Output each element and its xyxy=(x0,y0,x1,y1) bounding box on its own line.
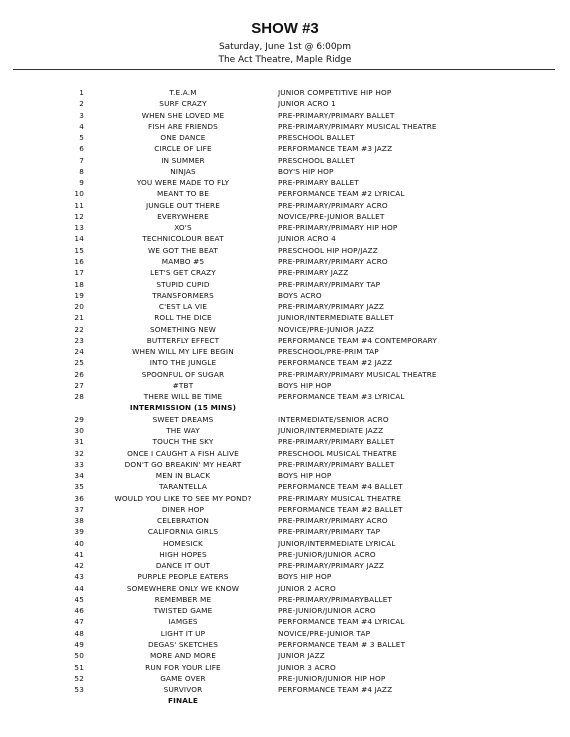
song-title: MAMBO #5 xyxy=(161,256,205,266)
program-row xyxy=(0,335,570,346)
class-name: PRE-PRIMARY/PRIMARYBALLET xyxy=(278,594,393,604)
class-name: PRE-PRIMARY/PRIMARY JAZZ xyxy=(278,302,385,312)
song-title: LET'S GET CRAZY xyxy=(150,268,216,278)
program-row xyxy=(0,200,570,211)
entry-number: 45 xyxy=(74,594,84,604)
song-title: THERE WILL BE TIME xyxy=(143,392,223,402)
song-title: WOULD YOU LIKE TO SEE MY POND? xyxy=(114,493,252,503)
song-title: GAME OVER xyxy=(160,673,206,683)
program-row xyxy=(0,594,570,605)
program-row xyxy=(0,459,570,470)
class-name: JUNIOR ACRO 1 xyxy=(278,99,336,109)
class-name: PRE-PRIMARY/PRIMARY TAP xyxy=(278,527,381,537)
class-name: PERFORMANCE TEAM #2 JAZZ xyxy=(278,358,393,368)
song-title: HIGH HOPES xyxy=(159,549,207,559)
song-title: TOUCH THE SKY xyxy=(152,437,214,447)
class-name: PRE-PRIMARY/PRIMARY MUSICAL THEATRE xyxy=(278,121,437,131)
entry-number: 22 xyxy=(74,324,84,334)
program-row xyxy=(0,245,570,256)
program-row xyxy=(0,504,570,515)
program-row xyxy=(0,493,570,504)
program-row xyxy=(0,222,570,233)
song-title: SURVIVOR xyxy=(163,685,203,695)
program-row xyxy=(0,279,570,290)
entry-number: 9 xyxy=(79,178,84,188)
entry-number: 27 xyxy=(74,380,84,390)
class-name: PRESCHOOL HIP HOP/JAZZ xyxy=(278,245,378,255)
entry-number: 36 xyxy=(74,493,84,503)
entry-number: 4 xyxy=(79,121,84,131)
entry-number: 17 xyxy=(74,268,84,278)
program-row xyxy=(0,143,570,154)
song-title: INTO THE JUNGLE xyxy=(149,358,217,368)
header-divider xyxy=(13,69,555,70)
entry-number: 2 xyxy=(79,99,84,109)
program-row xyxy=(0,583,570,594)
class-name: PERFORMANCE TEAM # 3 BALLET xyxy=(278,640,406,650)
program-row xyxy=(0,110,570,121)
song-title: DEGAS' SKETCHES xyxy=(148,640,218,650)
class-name: JUNIOR COMPETITIVE HIP HOP xyxy=(278,88,392,97)
program-row xyxy=(0,121,570,132)
program-row xyxy=(0,538,570,549)
program-row xyxy=(0,448,570,459)
program-row xyxy=(0,346,570,357)
class-name: INTERMEDIATE/SENIOR ACRO xyxy=(278,414,389,424)
class-name: PERFORMANCE TEAM #4 CONTEMPORARY xyxy=(278,335,438,345)
entry-number: 24 xyxy=(74,347,84,357)
entry-number: 21 xyxy=(74,313,84,323)
entry-number: 49 xyxy=(74,640,84,650)
program-row xyxy=(0,357,570,368)
program-row xyxy=(0,662,570,673)
entry-number: 14 xyxy=(74,234,84,244)
class-name: BOYS ACRO xyxy=(278,290,322,300)
song-title: SWEET DREAMS xyxy=(152,414,214,424)
program-row xyxy=(0,211,570,222)
entry-number: 42 xyxy=(74,561,84,571)
program-row xyxy=(0,436,570,447)
entry-number: 7 xyxy=(79,155,84,165)
program-row xyxy=(0,425,570,436)
song-title: CIRCLE OF LIFE xyxy=(154,144,212,154)
program-row xyxy=(0,166,570,177)
song-title: CALIFORNIA GIRLS xyxy=(147,527,219,537)
song-title: CELEBRATION xyxy=(156,516,210,526)
entry-number: 34 xyxy=(74,471,84,481)
song-title: WHEN WILL MY LIFE BEGIN xyxy=(132,347,234,357)
program-row xyxy=(0,391,570,402)
program-row xyxy=(0,98,570,109)
entry-number: 37 xyxy=(74,504,84,514)
entry-number: 18 xyxy=(74,279,84,289)
class-name: JUNIOR/INTERMEDIATE LYRICAL xyxy=(278,538,396,548)
class-name: PERFORMANCE TEAM #3 LYRICAL xyxy=(278,392,405,402)
entry-number: 50 xyxy=(74,651,84,661)
class-name: BOY'S HIP HOP xyxy=(278,166,334,176)
entry-number: 25 xyxy=(74,358,84,368)
entry-number: 10 xyxy=(74,189,84,199)
song-title: DANCE IT OUT xyxy=(155,561,211,571)
song-title: STUPID CUPID xyxy=(156,279,210,289)
song-title: C'EST LA VIE xyxy=(158,302,208,312)
song-title: TARANTELLA xyxy=(159,482,207,492)
entry-number: 13 xyxy=(74,223,84,233)
class-name: PRE-PRIMARY MUSICAL THEATRE xyxy=(278,493,402,503)
song-title: RUN FOR YOUR LIFE xyxy=(145,662,221,672)
entry-number: 1 xyxy=(79,88,84,97)
program-row xyxy=(0,650,570,661)
program-row xyxy=(0,369,570,380)
class-name: PRESCHOOL/PRE-PRIM TAP xyxy=(278,347,379,357)
program-row xyxy=(0,87,570,98)
class-name: PERFORMANCE TEAM #4 BALLET xyxy=(278,482,403,492)
song-title: TECHNICOLOUR BEAT xyxy=(142,234,224,244)
song-title: BUTTERFLY EFFECT xyxy=(146,335,220,345)
class-name: PRE-PRIMARY/PRIMARY BALLET xyxy=(278,110,395,120)
song-title: SOMETHING NEW xyxy=(149,324,217,334)
entry-number: 32 xyxy=(74,448,84,458)
class-name: PRE-JUNIOR/JUNIOR ACRO xyxy=(278,606,376,616)
entry-number: 52 xyxy=(74,673,84,683)
class-name: JUNIOR/INTERMEDIATE BALLET xyxy=(278,313,394,323)
program-row xyxy=(0,188,570,199)
song-title: IN SUMMER xyxy=(161,155,205,165)
program-row xyxy=(0,155,570,166)
class-name: PRESCHOOL BALLET xyxy=(278,155,355,165)
program-row xyxy=(0,526,570,537)
program-row xyxy=(0,301,570,312)
entry-number: 30 xyxy=(74,425,84,435)
program-row xyxy=(0,684,570,695)
program-row xyxy=(0,233,570,244)
song-title: LIGHT IT UP xyxy=(160,628,206,638)
class-name: PERFORMANCE TEAM #2 LYRICAL xyxy=(278,189,405,199)
class-name: PRE-PRIMARY BALLET xyxy=(278,178,359,188)
program-row xyxy=(0,312,570,323)
song-title: ONE DANCE xyxy=(160,133,206,143)
class-name: PRE-PRIMARY/PRIMARY BALLET xyxy=(278,437,395,447)
class-name: JUNIOR 2 ACRO xyxy=(278,583,336,593)
song-title: SPOONFUL OF SUGAR xyxy=(141,369,225,379)
song-title: FISH ARE FRIENDS xyxy=(148,121,218,131)
entry-number: 35 xyxy=(74,482,84,492)
show-venue: The Act Theatre, Maple Ridge xyxy=(218,55,352,65)
entry-number: 20 xyxy=(74,302,84,312)
show-title: SHOW #3 xyxy=(251,20,319,37)
song-title: DON'T GO BREAKIN' MY HEART xyxy=(124,459,242,469)
song-title: NINJAS xyxy=(170,166,196,176)
class-name: PERFORMANCE TEAM #2 BALLET xyxy=(278,504,403,514)
song-title: FINALE xyxy=(168,696,198,706)
class-name: NOVICE/PRE-JUNIOR BALLET xyxy=(278,211,385,221)
program-row xyxy=(0,470,570,481)
entry-number: 48 xyxy=(74,628,84,638)
entry-number: 23 xyxy=(74,335,84,345)
entry-number: 39 xyxy=(74,527,84,537)
class-name: PRE-PRIMARY/PRIMARY TAP xyxy=(278,279,381,289)
entry-number: 19 xyxy=(74,290,84,300)
class-name: BOYS HIP HOP xyxy=(278,572,332,582)
song-title: HOMESICK xyxy=(162,538,203,548)
program-row xyxy=(0,515,570,526)
class-name: JUNIOR 3 ACRO xyxy=(278,662,336,672)
class-name: JUNIOR/INTERMEDIATE JAZZ xyxy=(278,425,384,435)
song-title: REMEMBER ME xyxy=(154,594,212,604)
program-row xyxy=(0,549,570,560)
entry-number: 6 xyxy=(79,144,84,154)
song-title: MEANT TO BE xyxy=(157,189,209,199)
program-row xyxy=(0,481,570,492)
song-title: #TBT xyxy=(172,380,194,390)
song-title: WHEN SHE LOVED ME xyxy=(141,110,225,120)
song-title: WE GOT THE BEAT xyxy=(148,245,218,255)
class-name: PRE-PRIMARY/PRIMARY ACRO xyxy=(278,256,388,266)
entry-number: 51 xyxy=(74,662,84,672)
song-title: MEN IN BLACK xyxy=(155,471,211,481)
class-name: BOYS HIP HOP xyxy=(278,471,332,481)
song-title: MORE AND MORE xyxy=(149,651,217,661)
program-row xyxy=(0,605,570,616)
program-row xyxy=(0,673,570,684)
program-row xyxy=(0,380,570,391)
entry-number: 40 xyxy=(74,538,84,548)
song-title: TRANSFORMERS xyxy=(152,290,214,300)
entry-number: 8 xyxy=(79,166,84,176)
song-title: SOMEWHERE ONLY WE KNOW xyxy=(126,583,240,593)
song-title: EVERYWHERE xyxy=(157,211,209,221)
song-title: SURF CRAZY xyxy=(159,99,207,109)
class-name: PERFORMANCE TEAM #4 JAZZ xyxy=(278,685,393,695)
entry-number: 11 xyxy=(74,200,84,210)
entry-number: 12 xyxy=(74,211,84,221)
entry-number: 15 xyxy=(74,245,84,255)
entry-number: 43 xyxy=(74,572,84,582)
class-name: NOVICE/PRE-JUNIOR TAP xyxy=(278,628,371,638)
class-name: PRE-PRIMARY/PRIMARY BALLET xyxy=(278,459,395,469)
class-name: PRESCHOOL MUSICAL THEATRE xyxy=(278,448,397,458)
entry-number: 33 xyxy=(74,459,84,469)
class-name: PRE-PRIMARY/PRIMARY ACRO xyxy=(278,516,388,526)
song-title: T.E.A.M xyxy=(169,88,197,97)
program-row xyxy=(0,414,570,425)
song-title: TWISTED GAME xyxy=(153,606,213,616)
program-row xyxy=(0,616,570,627)
entry-number: 31 xyxy=(74,437,84,447)
program-row xyxy=(0,267,570,278)
song-title: INTERMISSION (15 MINS) xyxy=(129,403,237,413)
song-title: THE WAY xyxy=(166,425,200,435)
class-name: PRESCHOOL BALLET xyxy=(278,133,355,143)
program-row xyxy=(0,560,570,571)
song-title: ONCE I CAUGHT A FISH ALIVE xyxy=(127,448,239,458)
class-name: JUNIOR ACRO 4 xyxy=(278,234,336,244)
class-name: PRE-PRIMARY JAZZ xyxy=(278,268,349,278)
class-name: PRE-JUNIOR/JUNIOR HIP HOP xyxy=(278,673,386,683)
show-date: Saturday, June 1st @ 6:00pm xyxy=(218,42,352,52)
song-title: DINER HOP xyxy=(161,504,205,514)
entry-number: 47 xyxy=(74,617,84,627)
entry-number: 5 xyxy=(79,133,84,143)
program-row xyxy=(0,132,570,143)
entry-number: 28 xyxy=(74,392,84,402)
entry-number: 16 xyxy=(74,256,84,266)
entry-number: 3 xyxy=(79,110,84,120)
program-row xyxy=(0,628,570,639)
program-row xyxy=(0,177,570,188)
class-name: NOVICE/PRE-JUNIOR JAZZ xyxy=(278,324,375,334)
entry-number: 29 xyxy=(74,414,84,424)
program-break-row xyxy=(0,695,570,706)
entry-number: 38 xyxy=(74,516,84,526)
class-name: BOYS HIP HOP xyxy=(278,380,332,390)
program-list xyxy=(0,87,570,707)
song-title: XO'S xyxy=(174,223,192,233)
song-title: ROLL THE DICE xyxy=(154,313,212,323)
song-title: YOU WERE MADE TO FLY xyxy=(136,178,230,188)
program-break-row xyxy=(0,402,570,413)
program-row xyxy=(0,571,570,582)
entry-number: 26 xyxy=(74,369,84,379)
program-row xyxy=(0,290,570,301)
class-name: PRE-PRIMARY/PRIMARY JAZZ xyxy=(278,561,385,571)
entry-number: 53 xyxy=(74,685,84,695)
class-name: PRE-PRIMARY/PRIMARY ACRO xyxy=(278,200,388,210)
song-title: PURPLE PEOPLE EATERS xyxy=(137,572,229,582)
song-title: IAMGES xyxy=(168,617,198,627)
class-name: PRE-PRIMARY/PRIMARY HIP HOP xyxy=(278,223,398,233)
class-name: JUNIOR JAZZ xyxy=(278,651,325,661)
entry-number: 44 xyxy=(74,583,84,593)
entry-number: 41 xyxy=(74,549,84,559)
class-name: PERFORMANCE TEAM #3 JAZZ xyxy=(278,144,393,154)
program-row xyxy=(0,639,570,650)
song-title: JUNGLE OUT THERE xyxy=(145,200,221,210)
program-row xyxy=(0,324,570,335)
entry-number: 46 xyxy=(74,606,84,616)
program-row xyxy=(0,256,570,267)
class-name: PERFORMANCE TEAM #4 LYRICAL xyxy=(278,617,405,627)
class-name: PRE-JUNIOR/JUNIOR ACRO xyxy=(278,549,376,559)
class-name: PRE-PRIMARY/PRIMARY MUSICAL THEATRE xyxy=(278,369,437,379)
